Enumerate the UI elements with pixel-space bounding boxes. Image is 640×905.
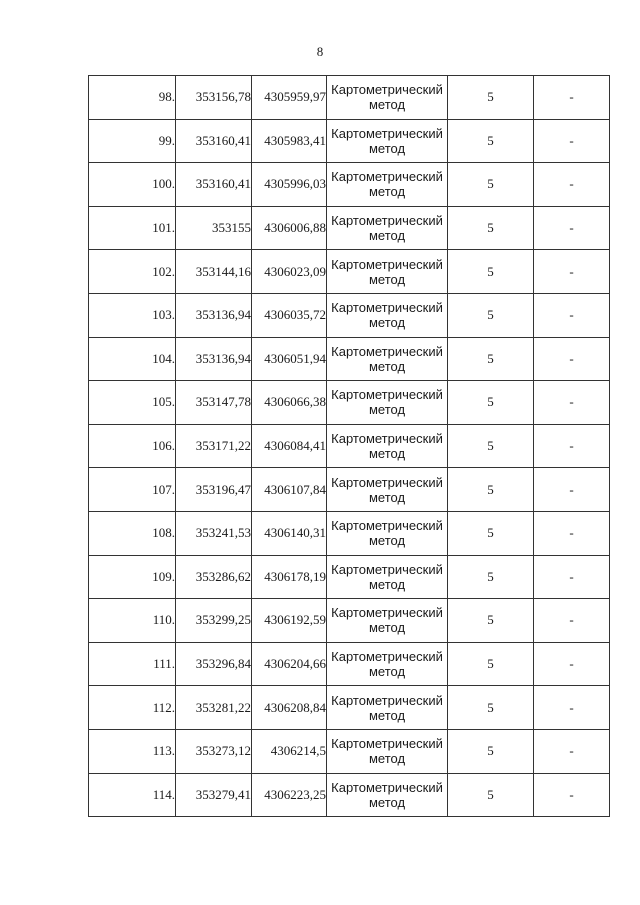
coordinate-y-cell: 4306051,94 [252,337,327,381]
method-line: метод [368,620,406,636]
method-cell [327,337,448,381]
coordinate-x-cell: 353160,41 [176,119,252,163]
coordinate-y-cell: 4305983,41 [252,119,327,163]
note-cell: - [534,381,610,425]
method-cell [327,76,448,120]
accuracy-cell: 5 [448,337,534,381]
coordinate-y-cell: 4306066,38 [252,381,327,425]
coordinate-x-cell: 353296,84 [176,642,252,686]
method-line: метод [368,707,406,723]
method-line: Картометрический [331,300,443,316]
method-cell [327,599,448,643]
coordinate-y-cell: 4306178,19 [252,555,327,599]
method-line: Картометрический [331,779,443,795]
method-line: метод [368,271,406,287]
method-line: Картометрический [331,431,443,447]
accuracy-cell: 5 [448,424,534,468]
note-cell: - [534,76,610,120]
coordinate-y-cell: 4306208,84 [252,686,327,730]
accuracy-cell: 5 [448,381,534,425]
coordinate-y-cell: 4306192,59 [252,599,327,643]
point-number-cell: 114. [89,773,176,817]
method-line: Картометрический [331,169,443,185]
accuracy-cell: 5 [448,163,534,207]
table-row [89,250,610,294]
method-cell [327,642,448,686]
method-line: Картометрический [331,692,443,708]
point-number-cell: 112. [89,686,176,730]
method-line: Картометрический [331,213,443,229]
note-cell: - [534,250,610,294]
method-cell [327,250,448,294]
coordinate-x-cell: 353136,94 [176,337,252,381]
note-cell: - [534,511,610,555]
method-line: Картометрический [331,736,443,752]
method-line: метод [368,358,406,374]
method-cell [327,511,448,555]
method-line: метод [368,140,406,156]
table-row [89,773,610,817]
point-number-cell: 103. [89,293,176,337]
method-line: метод [368,751,406,767]
coordinate-x-cell: 353281,22 [176,686,252,730]
method-line: метод [368,664,406,680]
note-cell: - [534,424,610,468]
coordinate-y-cell: 4306023,09 [252,250,327,294]
note-cell: - [534,206,610,250]
table-row [89,293,610,337]
table-row [89,76,610,120]
table-row [89,424,610,468]
note-cell: - [534,599,610,643]
table-row [89,729,610,773]
point-number-cell: 106. [89,424,176,468]
coordinate-y-cell: 4306107,84 [252,468,327,512]
accuracy-cell: 5 [448,599,534,643]
method-line: Картометрический [331,256,443,272]
coordinate-y-cell: 4306140,31 [252,511,327,555]
note-cell: - [534,555,610,599]
method-cell [327,773,448,817]
coordinate-x-cell: 353299,25 [176,599,252,643]
method-line: метод [368,97,406,113]
accuracy-cell: 5 [448,119,534,163]
note-cell: - [534,729,610,773]
coordinate-y-cell: 4306084,41 [252,424,327,468]
table-row [89,206,610,250]
coordinate-x-cell: 353144,16 [176,250,252,294]
method-line: метод [368,184,406,200]
method-cell [327,686,448,730]
coordinate-y-cell: 4306214,5 [252,729,327,773]
accuracy-cell: 5 [448,555,534,599]
table-row [89,468,610,512]
coordinate-x-cell: 353286,62 [176,555,252,599]
table-row [89,599,610,643]
table-body [89,76,610,817]
method-line: метод [368,402,406,418]
coordinate-x-cell: 353241,53 [176,511,252,555]
point-number-cell: 104. [89,337,176,381]
note-cell: - [534,337,610,381]
coordinate-x-cell: 353160,41 [176,163,252,207]
coordinate-x-cell: 353155 [176,206,252,250]
note-cell: - [534,773,610,817]
note-cell: - [534,686,610,730]
method-cell [327,381,448,425]
method-line: метод [368,489,406,505]
point-number-cell: 111. [89,642,176,686]
accuracy-cell: 5 [448,250,534,294]
coordinate-y-cell: 4305959,97 [252,76,327,120]
note-cell: - [534,468,610,512]
note-cell: - [534,119,610,163]
point-number-cell: 98. [89,76,176,120]
method-cell [327,163,448,207]
point-number-cell: 99. [89,119,176,163]
point-number-cell: 108. [89,511,176,555]
coordinate-y-cell: 4306223,25 [252,773,327,817]
coordinate-x-cell: 353147,78 [176,381,252,425]
method-line: Картометрический [331,387,443,403]
note-cell: - [534,163,610,207]
note-cell: - [534,293,610,337]
point-number-cell: 101. [89,206,176,250]
page-number: 8 [316,44,324,59]
coordinate-y-cell: 4306006,88 [252,206,327,250]
method-line: Картометрический [331,343,443,359]
method-line: Картометрический [331,125,443,141]
point-number-cell: 105. [89,381,176,425]
method-cell [327,293,448,337]
accuracy-cell: 5 [448,76,534,120]
method-line: Картометрический [331,518,443,534]
point-number-cell: 113. [89,729,176,773]
accuracy-cell: 5 [448,729,534,773]
table-row [89,686,610,730]
method-line: Картометрический [331,82,443,98]
coordinate-x-cell: 353279,41 [176,773,252,817]
table-row [89,337,610,381]
accuracy-cell: 5 [448,293,534,337]
accuracy-cell: 5 [448,773,534,817]
table-row [89,381,610,425]
table-row [89,642,610,686]
table-row [89,119,610,163]
method-line: метод [368,794,406,810]
coordinates-table [88,75,610,817]
accuracy-cell: 5 [448,686,534,730]
coordinate-x-cell: 353156,78 [176,76,252,120]
method-line: Картометрический [331,474,443,490]
method-line: метод [368,228,406,244]
point-number-cell: 102. [89,250,176,294]
point-number-cell: 109. [89,555,176,599]
method-line: Картометрический [331,561,443,577]
accuracy-cell: 5 [448,468,534,512]
coordinate-x-cell: 353171,22 [176,424,252,468]
coordinate-x-cell: 353196,47 [176,468,252,512]
coordinate-x-cell: 353273,12 [176,729,252,773]
method-cell [327,555,448,599]
table-row [89,511,610,555]
note-cell: - [534,642,610,686]
table-row [89,555,610,599]
point-number-cell: 100. [89,163,176,207]
coordinate-y-cell: 4306035,72 [252,293,327,337]
method-line: метод [368,533,406,549]
method-cell [327,468,448,512]
method-line: метод [368,315,406,331]
accuracy-cell: 5 [448,206,534,250]
method-cell [327,729,448,773]
method-cell [327,119,448,163]
accuracy-cell: 5 [448,511,534,555]
method-cell [327,206,448,250]
accuracy-cell: 5 [448,642,534,686]
coordinate-y-cell: 4305996,03 [252,163,327,207]
coordinate-x-cell: 353136,94 [176,293,252,337]
method-line: метод [368,576,406,592]
method-cell [327,424,448,468]
point-number-cell: 110. [89,599,176,643]
method-line: Картометрический [331,605,443,621]
point-number-cell: 107. [89,468,176,512]
method-line: метод [368,446,406,462]
coordinate-y-cell: 4306204,66 [252,642,327,686]
method-line: Картометрический [331,649,443,665]
table-row [89,163,610,207]
